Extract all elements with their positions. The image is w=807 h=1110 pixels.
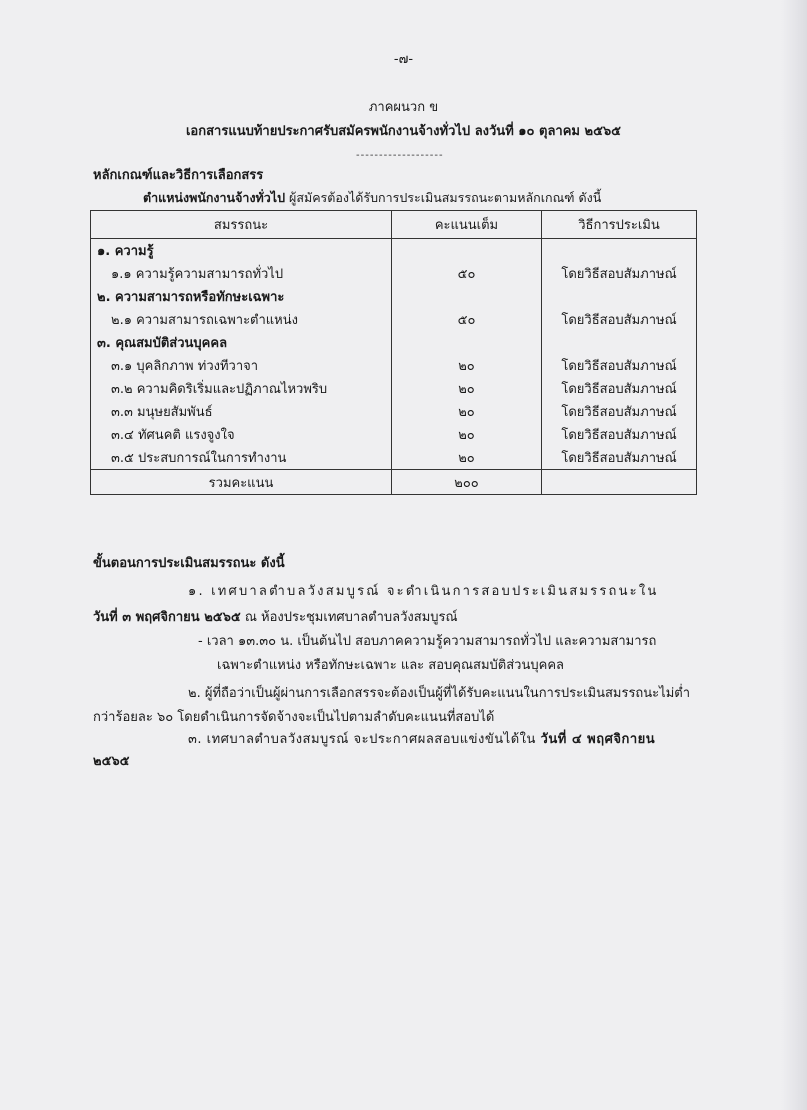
total-score: ๒๐๐ [392, 470, 542, 495]
score-cell [392, 285, 542, 308]
page-edge-shadow [781, 0, 807, 1110]
score-cell: ๒๐ [392, 400, 542, 423]
score-cell: ๕๐ [392, 262, 542, 285]
competency-cell: ๓.๕ ประสบการณ์ในการทำงาน [91, 446, 392, 470]
table-row [91, 377, 697, 400]
step3-text [188, 732, 655, 748]
criteria-heading: หลักเกณฑ์และวิธีการเลือกสรร [93, 168, 264, 183]
step2-text-continued: กว่าร้อยละ ๖๐ โดยดำเนินการจัดจ้างจะเป็นไปตามลำดับคะแนนที่สอบได้ [93, 710, 495, 725]
score-cell: ๒๐ [392, 377, 542, 400]
competency-cell: ๒.๑ ความสามารถเฉพาะตำแหน่ง [91, 308, 392, 331]
table-row [91, 354, 697, 377]
header-competency: สมรรถนะ [91, 211, 392, 239]
step1-date-line [93, 610, 458, 626]
total-method-cell [542, 470, 697, 495]
header-method: วิธีการประเมิน [542, 211, 697, 239]
score-cell: ๒๐ [392, 354, 542, 377]
total-label: รวมคะแนน [91, 470, 392, 495]
header-full-score: คะแนนเต็ม [392, 211, 542, 239]
score-cell: ๕๐ [392, 308, 542, 331]
method-cell: โดยวิธีสอบสัมภาษณ์ [542, 262, 697, 285]
competency-cell: ๑. ความรู้ [91, 239, 392, 263]
competency-cell: ๒. ความสามารถหรือทักษะเฉพาะ [91, 285, 392, 308]
method-cell: โดยวิธีสอบสัมภาษณ์ [542, 446, 697, 470]
competency-cell: ๓.๑ บุคลิกภาพ ท่วงทีวาจา [91, 354, 392, 377]
competency-cell: ๑.๑ ความรู้ความสามารถทั่วไป [91, 262, 392, 285]
method-cell: โดยวิธีสอบสัมภาษณ์ [542, 377, 697, 400]
step1-location: ณ ห้องประชุมเทศบาลตำบลวังสมบูรณ์ [240, 610, 458, 625]
page-number: -๗- [393, 52, 414, 67]
table-row [91, 446, 697, 470]
method-cell: โดยวิธีสอบสัมภาษณ์ [542, 423, 697, 446]
position-name: ตำแหน่งพนักงานจ้างทั่วไป [143, 190, 286, 205]
title-separator: ------------------- [356, 150, 444, 161]
score-cell: ๒๐ [392, 446, 542, 470]
step3-year: ๒๕๖๕ [93, 754, 130, 769]
table-row [91, 262, 697, 285]
table-row [91, 423, 697, 446]
competency-cell: ๓.๓ มนุษยสัมพันธ์ [91, 400, 392, 423]
document-title: เอกสารแนบท้ายประกาศรับสมัครพนักงานจ้างทั่วไป ลงวันที่ ๑๐ ตุลาคม ๒๕๖๕ [185, 124, 622, 139]
position-line [143, 190, 601, 206]
step3-date: วันที่ ๔ พฤศจิกายน [540, 732, 656, 747]
table-row [91, 239, 697, 263]
score-cell [392, 239, 542, 263]
table-row [91, 331, 697, 354]
step3-body: ๓. เทศบาลตำบลวังสมบูรณ์ จะประกาศผลสอบแข่งขันได้ใน [188, 732, 541, 747]
appendix-label: ภาคผนวก ข [368, 100, 439, 115]
table-row [91, 285, 697, 308]
method-cell [542, 239, 697, 263]
position-description: ผู้สมัครต้องได้รับการประเมินสมรรถนะตามหลักเกณฑ์ ดังนี้ [285, 190, 602, 205]
method-cell: โดยวิธีสอบสัมภาษณ์ [542, 308, 697, 331]
table-row [91, 400, 697, 423]
step1-bullet: - เวลา ๑๓.๓๐ น. เป็นต้นไป สอบภาคความรู้ความสามารถทั่วไป และความสามารถ [198, 634, 657, 649]
step1-text: ๑. เทศบาลตำบลวังสมบูรณ์ จะดำเนินการสอบประเมินสมรรถนะใน [188, 584, 659, 599]
step2-text: ๒. ผู้ที่ถือว่าเป็นผู้ผ่านการเลือกสรรจะต้องเป็นผู้ที่ได้รับคะแนนในการประเมินสมรรถนะไม่ต่ำ [188, 686, 691, 701]
method-cell [542, 331, 697, 354]
method-cell [542, 285, 697, 308]
criteria-table [90, 210, 697, 495]
method-cell: โดยวิธีสอบสัมภาษณ์ [542, 400, 697, 423]
step1-date: วันที่ ๓ พฤศจิกายน ๒๕๖๕ [93, 610, 241, 625]
competency-cell: ๓.๔ ทัศนคติ แรงจูงใจ [91, 423, 392, 446]
table-row [91, 308, 697, 331]
method-cell: โดยวิธีสอบสัมภาษณ์ [542, 354, 697, 377]
score-cell: ๒๐ [392, 423, 542, 446]
competency-cell: ๓.๒ ความคิดริเริ่มและปฏิภาณไหวพริบ [91, 377, 392, 400]
step1-bullet-continued: เฉพาะตำแหน่ง หรือทักษะเฉพาะ และ สอบคุณสมบัติส่วนบุคคล [217, 658, 564, 673]
score-cell [392, 331, 542, 354]
table-total-row [91, 470, 697, 495]
assessment-steps-heading: ขั้นตอนการประเมินสมรรถนะ ดังนี้ [93, 556, 285, 571]
competency-cell: ๓. คุณสมบัติส่วนบุคคล [91, 331, 392, 354]
table-header-row [91, 211, 697, 239]
